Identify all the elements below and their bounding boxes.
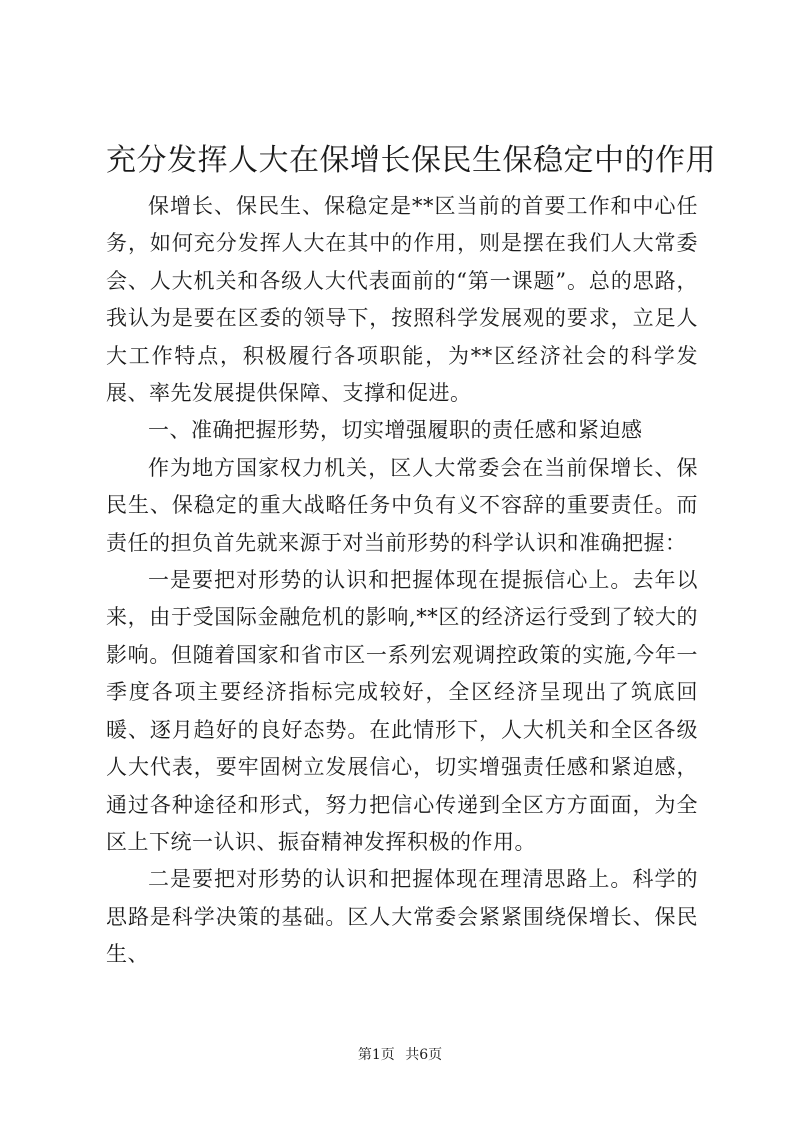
paragraph-responsibility: 作为地方国家权力机关，区人大常委会在当前保增长、保民生、保稳定的重大战略任务中负有义不容辞的重要责任。而责任的担负首先就来源于对当前形势的科学认识和准确把握： (106, 455, 698, 555)
paragraph-point-1: 一是要把对形势的认识和把握体现在提振信心上。去年以来，由于受国际金融危机的影响,**区的经济运行受到了较大的影响。但随着国家和省市区一系列宏观调控政策的实施,今年一季度各项主要经济指标完成较好，全区经济呈现出了筑底回暖、逐月趋好的良好态势。在此情形下，人大机关和全区各级人大代表，要牢固树立发展信心，切实增强责任感和紧迫感，通过各种途径和形式，努力把信心传递到全区方方面面，为全区上下统一认识、振奋精神发挥积极的作用。 (106, 568, 698, 854)
page-total: 共6页 (405, 1047, 443, 1063)
paragraph-intro: 保增长、保民生、保稳定是**区当前的首要工作和中心任务，如何充分发挥人大在其中的作用，则是摆在我们人大常委会、人大机关和各级人大代表面前的“第一课题”。总的思路，我认为是要在区委的领导下，按照科学发展观的要求，立足人大工作特点，积极履行各项职能，为**区经济社会的科学发展、率先发展提供保障、支撑和促进。 (106, 194, 698, 406)
document-body (106, 188, 698, 974)
page-footer (0, 1045, 800, 1065)
section-heading-1: 一、准确把握形势，切实增强履职的责任感和紧迫感 (148, 418, 643, 443)
page-number: 第1页 (357, 1047, 395, 1063)
paragraph-point-2: 二是要把对形势的认识和把握体现在理清思路上。科学的思路是科学决策的基础。区人大常委会紧紧围绕保增长、保民生、 (106, 867, 698, 967)
document-title: 充分发挥人大在保增长保民生保稳定中的作用 (106, 143, 716, 178)
